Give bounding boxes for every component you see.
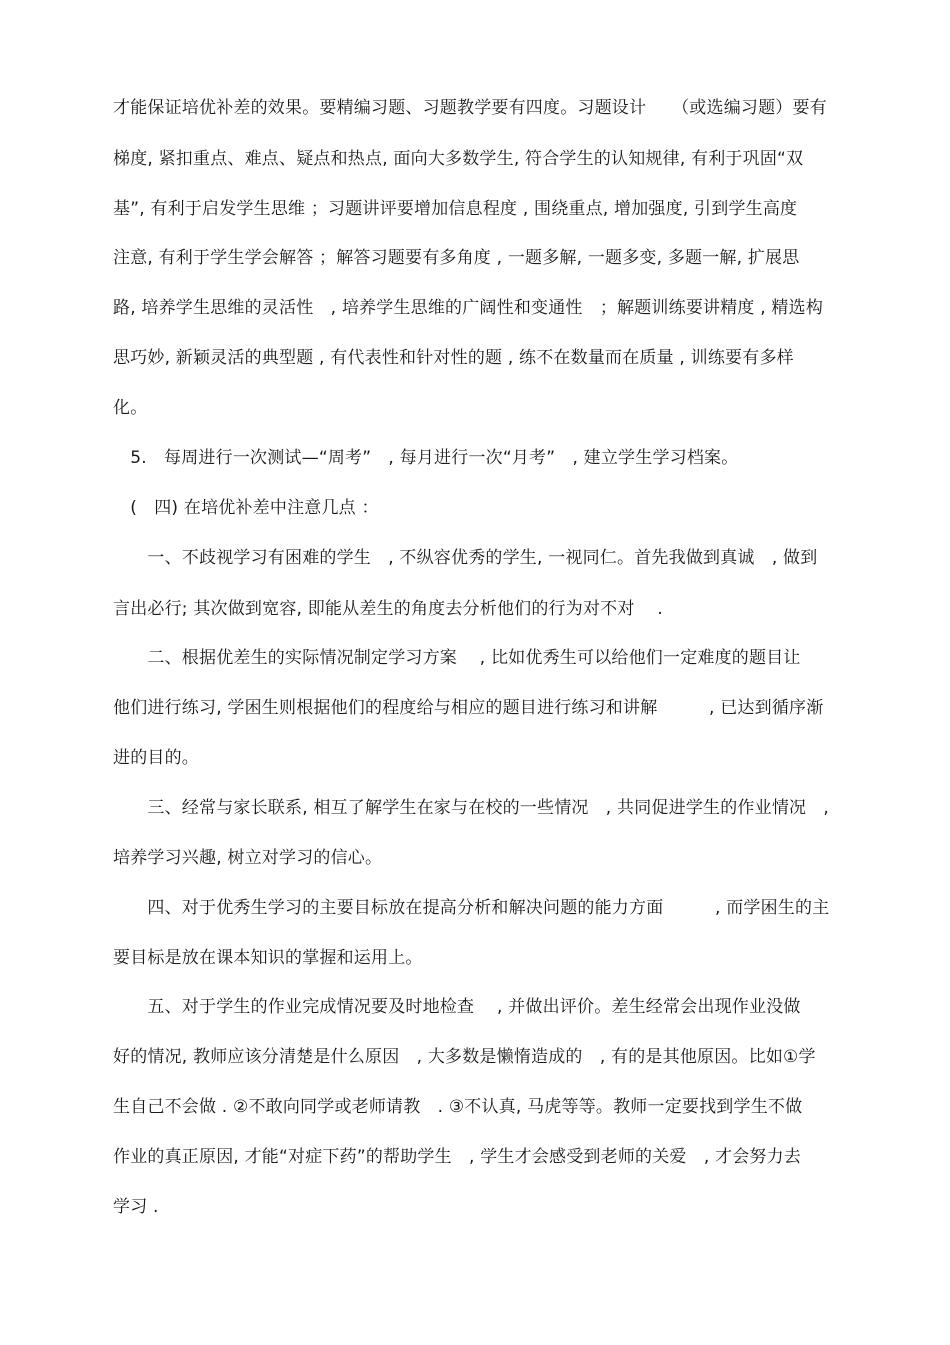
text-line: 才能保证培优补差的效果。要精编习题、习题教学要有四度。习题设计 （或选编习题）要有 (113, 98, 827, 118)
paragraph-start: 五、对于学生的作业完成情况要及时地检查 , 并做出评价。差生经常会出现作业没做 (113, 997, 801, 1017)
text-line: 进的目的。 (113, 748, 199, 768)
paragraph-start: 二、根据优差生的实际情况制定学习方案 , 比如优秀生可以给他们一定难度的题目让 (113, 648, 801, 668)
paragraph-start: 一、不歧视学习有困难的学生 , 不纵容优秀的学生, 一视同仁。首先我做到真诚 , 做到 (113, 548, 818, 568)
section-heading: ( 四) 在培优补差中注意几点 ： (113, 498, 379, 518)
text-line: 路, 培养学生思维的灵活性 , 培养学生思维的广阔性和变通性 ；解题训练要讲精度 , 精选构 (113, 298, 824, 318)
numbered-item: 5. 每周进行一次测试—“周考” , 每月进行一次“月考” , 建立学生学习档案。 (113, 448, 739, 468)
text-line: 要目标是放在课本知识的掌握和运用上。 (113, 948, 423, 968)
text-line: 化。 (113, 398, 148, 418)
text-line: 言出必行; 其次做到宽容, 即能从差生的角度去分析他们的行为对不对 . (113, 599, 663, 619)
text-line: 他们进行练习, 学困生则根据他们的程度给与相应的题目进行练习和讲解 , 已达到循序渐 (113, 698, 824, 718)
text-line: 生自己不会做 . ②不敢向同学或老师请教 . ③不认真, 马虎等等。教师一定要找到学生不做 (113, 1097, 803, 1117)
text-line: 好的情况, 教师应该分清楚是什么原因 , 大多数是懒惰造成的 , 有的是其他原因。比如①学 (113, 1047, 816, 1067)
text-line: 注意, 有利于学生学会解答 ；解答习题要有多角度 , 一题多解, 一题多变, 多题一解, 扩展思 (113, 248, 800, 268)
paragraph-start: 四、对于优秀生学习的主要目标放在提高分析和解决问题的能力方面 , 而学困生的主 (113, 898, 830, 918)
text-line: 梯度, 紧扣重点、难点、疑点和热点, 面向大多数学生, 符合学生的认知规律, 有利于巩固“双 (113, 149, 804, 169)
paragraph-start: 三、经常与家长联系, 相互了解学生在家与在校的一些情况 , 共同促进学生的作业情况 , (113, 798, 830, 818)
text-line: 基”, 有利于启发学生思维 ；习题讲评要增加信息程度 , 围绕重点, 增加强度, 引到学生高度 (113, 199, 798, 219)
text-line: 学习 . (113, 1197, 159, 1217)
text-line: 作业的真正原因, 才能“对症下药”的帮助学生 , 学生才会感受到老师的关爱 , 才会努力去 (113, 1147, 802, 1167)
text-line: 培养学习兴趣, 树立对学习的信心。 (113, 848, 383, 868)
text-line: 思巧妙, 新颖灵活的典型题 , 有代表性和针对性的题 , 练不在数量而在质量 , 训练要有多样 (113, 348, 794, 368)
